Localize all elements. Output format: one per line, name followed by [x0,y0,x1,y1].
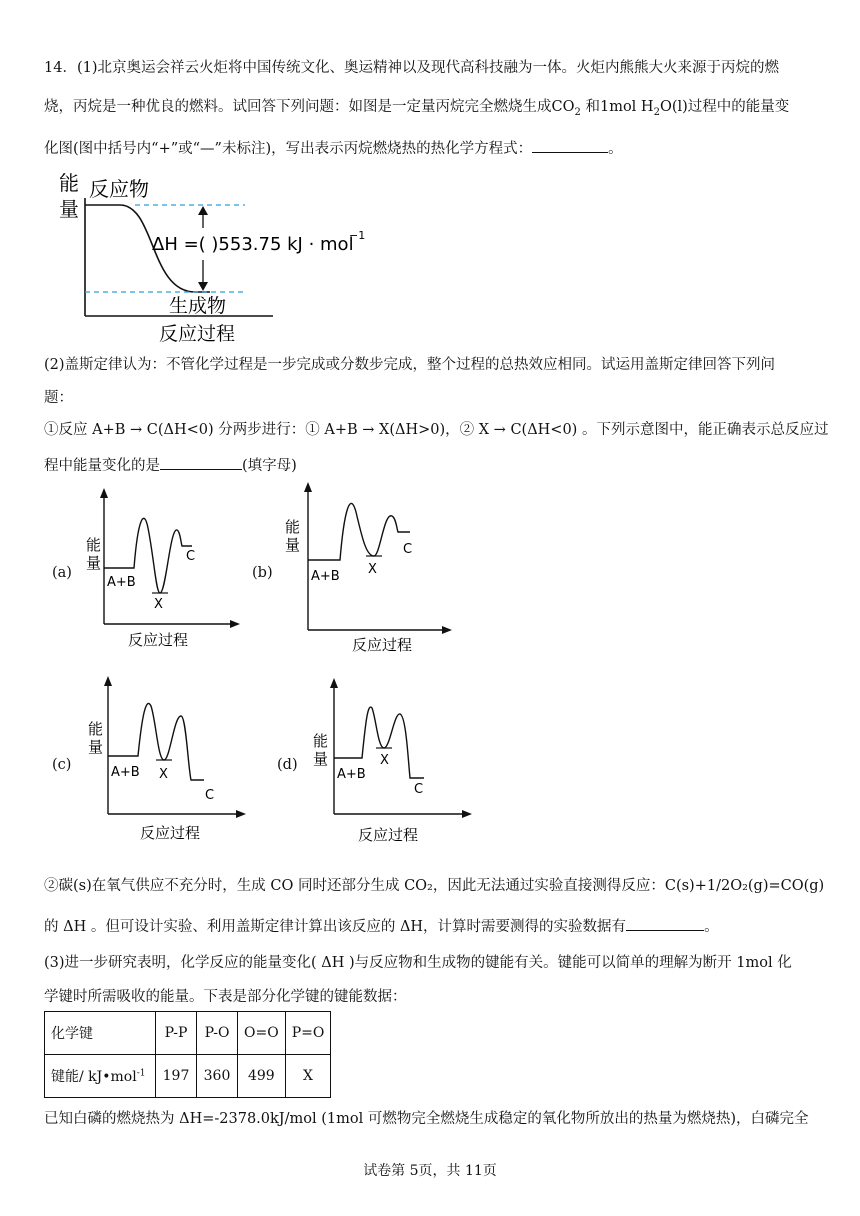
svg-text:C: C [403,542,413,557]
page-footer: 试卷第 5页，共 11页 [363,1163,497,1179]
q14-line-2: 烧，丙烷是一种优良的燃料。试回答下列问题：如图是一定量丙烷完全燃烧生成$CO_2$ 和1mol $H_2O(l)$过程中的能量变 [44,99,790,118]
p2-line-2: 题： [44,390,73,406]
fig1-products-label: 生成物 [169,295,227,317]
table-header-cell: 化学键 [45,1012,156,1055]
svg-text:能: 能 [86,536,102,554]
propane-energy-diagram [55,168,375,346]
svg-text:A+B: A+B [111,765,140,780]
diagram-a [80,488,245,653]
x-arrow-icon [236,810,246,818]
x-arrow-icon [442,626,452,634]
down-arrow-icon [198,282,208,291]
svg-text:反应过程: 反应过程 [128,631,189,649]
diagram-c [84,676,254,846]
svg-text:反应过程: 反应过程 [140,824,201,842]
table-cell: 197 [156,1055,197,1098]
svg-text:量: 量 [285,536,301,554]
table-row-label: 键能/ kJ•mol$^{-1}$ [45,1055,156,1098]
y-arrow-icon [304,482,312,492]
svg-text:X: X [159,767,168,782]
svg-text:C: C [186,549,196,564]
answer-blank-2[interactable] [160,455,242,470]
svg-text:X: X [368,562,377,577]
svg-text:A+B: A+B [311,569,340,584]
x-arrow-icon [230,620,240,628]
fig1-dh-label: ΔH =( )553.75 kJ · mol [152,234,354,255]
svg-text:X: X [154,597,163,612]
q14-line-3: 化图(图中括号内“+”或“—”未标注)，写出表示丙烷燃烧热的热化学方程式： 。 [44,138,623,159]
svg-text:量: 量 [88,738,104,756]
table-header-cell: O=O [238,1012,286,1055]
svg-text:A+B: A+B [107,575,136,590]
answer-blank-1[interactable] [532,138,608,153]
p3-line-1: (3)进一步研究表明，化学反应的能量变化( ΔH )与反应物和生成物的键能有关。键能可以简单的理解为断开 1mol 化 [44,955,792,971]
option-a-tag: (a) [52,565,72,581]
q14-line-1: 14．(1)北京奥运会祥云火炬将中国传统文化、奥运精神以及现代高科技融为一体。火炬内熊熊大火来源于丙烷的燃 [44,60,779,76]
table-cell: X [285,1055,331,1098]
fig1-dh-sup: −1 [349,229,366,242]
fig1-xlabel: 反应过程 [159,323,236,345]
p2b-line-2: 的 ΔH 。但可设计实验、利用盖斯定律计算出该反应的 ΔH，计算时需要测得的实验数据有 。 [44,916,719,937]
fig1-reactants-label: 反应物 [89,177,149,201]
table-row [45,1055,331,1098]
table-cell: 360 [197,1055,238,1098]
diagram-b [282,482,457,657]
svg-text:A+B: A+B [337,767,366,782]
svg-text:反应过程: 反应过程 [358,826,419,844]
fig1-ylabel-2: 量 [59,197,79,221]
table-cell: 499 [238,1055,286,1098]
svg-text:C: C [414,782,424,797]
answer-blank-3[interactable] [626,916,704,931]
svg-text:能: 能 [88,720,104,738]
table-header-cell: P=O [285,1012,331,1055]
option-c-tag: (c) [52,757,72,773]
option-d-tag: (d) [277,757,298,773]
table-header-cell: P-P [156,1012,197,1055]
p2-line-4: 程中能量变化的是 (填字母) [44,455,297,476]
table-row [45,1012,331,1055]
p2b-line-1: ②碳(s)在氧气供应不充分时，生成 CO 同时还部分生成 CO₂，因此无法通过实验直接测得反应：C(s)+1/2O₂(g)=CO(g) [44,878,825,894]
fig1-ylabel-1: 能 [59,171,79,195]
diagram-d [310,678,480,848]
p2-line-3: ①反应 A+B → C(ΔH<0) 分两步进行：① A+B → X(ΔH>0)，② X → C(ΔH<0) 。下列示意图中，能正确表示总反应过 [44,422,829,438]
svg-text:能: 能 [313,732,329,750]
last-line: 已知白磷的燃烧热为 ΔH=-2378.0kJ/mol (1mol 可燃物完全燃烧生成稳定的氧化物所放出的热量为燃烧热)，白磷完全 [44,1111,809,1127]
svg-text:X: X [380,753,389,768]
svg-text:C: C [205,788,215,803]
y-arrow-icon [330,678,338,688]
x-arrow-icon [462,810,472,818]
table-header-cell: P-O [197,1012,238,1055]
y-arrow-icon [100,488,108,498]
up-arrow-icon [198,206,208,215]
diagram-b-curve [308,503,413,560]
p3-line-2: 学键时所需吸收的能量。下表是部分化学键的键能数据： [44,989,407,1005]
svg-text:量: 量 [313,750,329,768]
svg-text:反应过程: 反应过程 [352,636,413,654]
option-b-tag: (b) [252,565,273,581]
y-arrow-icon [104,676,112,686]
bond-energy-table [44,1011,331,1098]
svg-text:能: 能 [285,518,301,536]
svg-text:量: 量 [86,554,102,572]
p2-line-1: (2)盖斯定律认为：不管化学过程是一步完成或分数步完成，整个过程的总热效应相同。试运用盖斯定律回答下列问 [44,357,776,373]
